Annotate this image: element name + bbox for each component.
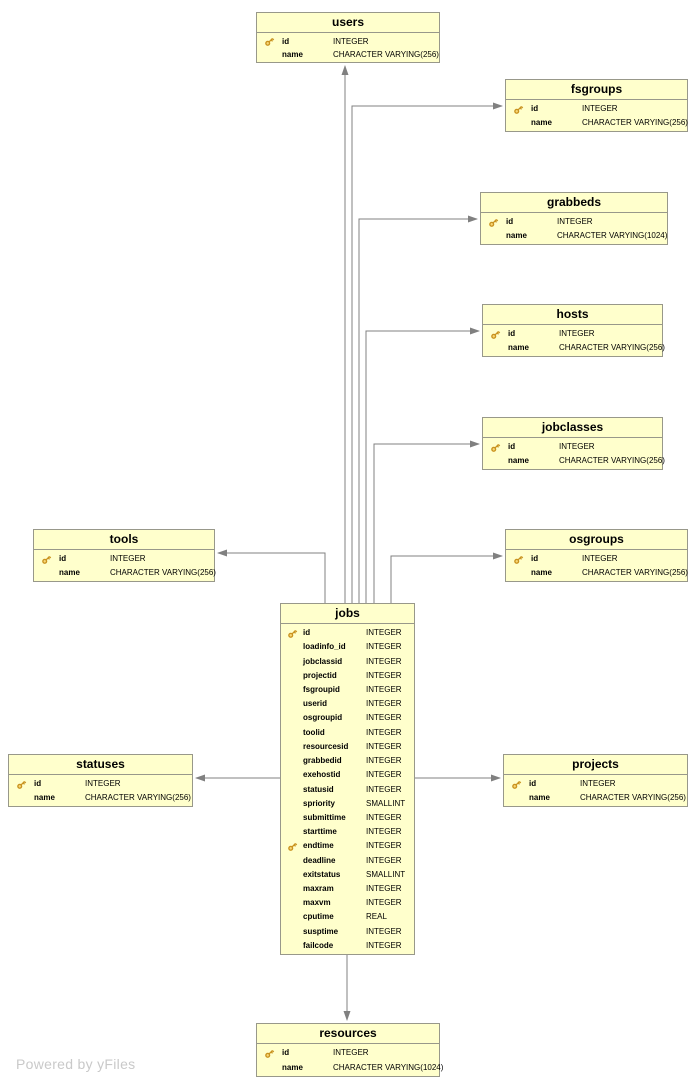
empty-key-cell [281,812,303,823]
empty-key-cell [281,884,303,895]
empty-key-cell [506,118,531,129]
primary-key-icon [513,104,524,115]
column-name: fsgroupid [303,684,340,694]
empty-key-cell [281,855,303,866]
column-row-jobs-loadinfo_id [281,640,414,654]
entity-title-users: users [257,13,439,33]
column-row-projects-id [504,777,687,791]
empty-key-cell [281,912,303,923]
column-type: INTEGER [366,642,402,652]
column-row-jobs-resourcesid [281,740,414,754]
column-row-hosts-name [483,341,665,355]
column-name: failcode [303,940,334,950]
column-type: INTEGER [366,812,402,822]
column-type: INTEGER [366,628,402,638]
column-row-jobs-endtime [281,839,414,853]
entity-table-jobclasses[interactable] [482,417,663,470]
column-name: toolid [303,727,325,737]
column-row-osgroups-id [506,552,687,566]
empty-key-cell [281,756,303,767]
column-row-tools-name [34,566,214,580]
column-name: statusid [303,784,334,794]
column-row-hosts-id [483,327,662,341]
column-row-tools-id [34,552,214,566]
entity-columns-list [506,550,687,581]
column-name: name [282,1062,303,1072]
column-row-jobs-userid [281,697,414,711]
column-type: REAL [366,912,387,922]
column-row-jobs-fsgroupid [281,683,414,697]
column-type: INTEGER [366,884,402,894]
entity-columns-list [257,1044,444,1076]
column-type: INTEGER [580,779,616,788]
entity-table-projects[interactable] [503,754,688,807]
entity-title-tools: tools [34,530,214,550]
empty-key-cell [281,741,303,752]
primary-key-icon [16,779,27,790]
column-name: endtime [303,841,334,851]
entity-table-fsgroups[interactable] [505,79,688,132]
primary-key-cell [481,217,506,228]
column-row-jobs-susptime [281,925,414,939]
column-type: INTEGER [110,554,146,563]
column-row-jobs-projectid [281,669,414,683]
primary-key-icon [264,1048,275,1059]
column-type: INTEGER [559,329,595,338]
column-name: deadline [303,855,336,865]
column-name: id [529,779,537,788]
column-row-statuses-name [9,791,192,805]
column-type: SMALLINT [366,869,406,879]
primary-key-icon [511,779,522,790]
column-name: name [508,456,529,465]
entity-columns-list [281,624,414,954]
column-row-jobs-statusid [281,782,414,796]
column-type: INTEGER [582,104,618,113]
empty-key-cell [281,727,303,738]
primary-key-icon [287,628,298,639]
primary-key-cell [483,442,508,453]
column-row-jobs-cputime [281,910,414,924]
primary-key-cell [34,554,59,565]
column-row-jobclasses-name [483,454,665,468]
empty-key-cell [281,784,303,795]
column-row-jobs-osgroupid [281,711,414,725]
column-type: INTEGER [366,670,402,680]
column-row-jobs-grabbedid [281,754,414,768]
entity-columns-list [483,325,665,356]
column-type: INTEGER [366,741,402,751]
column-type: CHARACTER VARYING(256) [110,568,216,577]
primary-key-cell [506,104,531,115]
entity-columns-list [257,33,439,62]
column-type: INTEGER [366,898,402,908]
column-row-statuses-id [9,777,192,791]
entity-title-jobclasses: jobclasses [483,418,662,438]
column-type: CHARACTER VARYING(256) [85,793,191,802]
empty-key-cell [9,793,34,804]
entity-columns-list [504,775,687,806]
entity-columns-list [483,438,665,469]
column-type: CHARACTER VARYING(256) [559,343,665,352]
primary-key-cell [281,628,303,639]
column-type: CHARACTER VARYING(256) [582,568,688,577]
column-name: jobclassid [303,656,343,666]
primary-key-cell [506,554,531,565]
entity-table-grabbeds[interactable] [480,192,668,245]
column-row-jobs-failcode [281,939,414,953]
column-name: cputime [303,912,334,922]
empty-key-cell [281,869,303,880]
column-name: id [282,36,290,46]
relation-edge-jobs-to-jobclasses [374,444,479,603]
column-type: SMALLINT [366,798,406,808]
entity-title-osgroups: osgroups [506,530,687,550]
column-type: INTEGER [366,827,402,837]
empty-key-cell [281,642,303,653]
column-name: loadinfo_id [303,642,346,652]
column-name: id [303,628,311,638]
entity-table-osgroups[interactable] [505,529,688,582]
empty-key-cell [281,713,303,724]
entity-title-fsgroups: fsgroups [506,80,687,100]
entity-table-resources[interactable] [256,1023,444,1077]
column-name: name [506,231,527,240]
column-name: starttime [303,827,337,837]
column-row-jobs-exitstatus [281,868,414,882]
column-type: INTEGER [559,442,595,451]
column-type: INTEGER [366,713,402,723]
empty-key-cell [257,1062,282,1073]
entity-title-jobs: jobs [281,604,414,624]
column-name: susptime [303,926,339,936]
column-row-fsgroups-id [506,102,687,116]
entity-table-statuses[interactable] [8,754,193,807]
empty-key-cell [281,926,303,937]
column-name: spriority [303,798,336,808]
primary-key-icon [488,217,499,228]
relation-edge-jobs-to-hosts [366,331,479,603]
column-name: name [529,793,550,802]
column-name: id [282,1048,290,1058]
entity-columns-list [9,775,192,806]
column-row-projects-name [504,791,687,805]
column-type: INTEGER [333,1048,369,1058]
column-name: exehostid [303,770,341,780]
column-name: projectid [303,670,337,680]
column-type: INTEGER [333,36,369,46]
column-type: INTEGER [582,554,618,563]
column-row-jobs-maxram [281,882,414,896]
column-row-fsgroups-name [506,116,687,130]
column-name: userid [303,699,328,709]
column-name: id [59,554,67,563]
column-row-grabbeds-id [481,215,667,229]
column-name: grabbedid [303,756,342,766]
column-type: INTEGER [366,784,402,794]
column-name: name [282,49,303,59]
column-name: id [508,442,516,451]
column-row-jobs-jobclassid [281,654,414,668]
empty-key-cell [281,898,303,909]
entity-table-hosts[interactable] [482,304,663,357]
relation-edge-jobs-to-grabbeds [359,219,477,603]
column-type: INTEGER [85,779,121,788]
column-name: submittime [303,812,346,822]
column-name: id [531,554,539,563]
primary-key-icon [41,554,52,565]
primary-key-cell [257,1048,282,1059]
entity-table-jobs[interactable] [280,603,415,955]
primary-key-cell [281,841,303,852]
column-row-users-id [257,35,439,48]
column-row-jobs-maxvm [281,896,414,910]
entity-title-statuses: statuses [9,755,192,775]
primary-key-cell [504,779,529,790]
entity-title-hosts: hosts [483,305,662,325]
entity-columns-list [506,100,687,131]
empty-key-cell [34,568,59,579]
column-type: INTEGER [557,217,593,226]
empty-key-cell [281,940,303,951]
empty-key-cell [281,670,303,681]
entity-title-projects: projects [504,755,687,775]
empty-key-cell [281,684,303,695]
column-row-jobs-exehostid [281,768,414,782]
column-name: name [508,343,529,352]
empty-key-cell [483,456,508,467]
entity-columns-list [34,550,214,581]
column-name: id [506,217,514,226]
entity-title-grabbeds: grabbeds [481,193,667,213]
column-type: INTEGER [366,656,402,666]
column-name: id [531,104,539,113]
column-type: CHARACTER VARYING(1024) [557,231,668,240]
column-name: exitstatus [303,869,341,879]
column-name: osgroupid [303,713,343,723]
primary-key-icon [513,554,524,565]
primary-key-icon [287,841,298,852]
empty-key-cell [281,656,303,667]
relation-edge-jobs-to-tools [218,553,325,603]
column-name: name [531,118,552,127]
empty-key-cell [281,827,303,838]
column-name: maxram [303,884,334,894]
column-row-jobs-deadline [281,854,414,868]
column-name: name [59,568,80,577]
column-name: name [531,568,552,577]
relation-edge-jobs-to-osgroups [391,556,502,603]
column-type: INTEGER [366,841,402,851]
column-row-jobs-id [281,626,414,640]
empty-key-cell [504,793,529,804]
column-row-osgroups-name [506,566,687,580]
yfiles-watermark: Powered by yFiles [16,1056,136,1072]
entity-columns-list [481,213,667,244]
primary-key-cell [257,36,282,47]
column-name: id [508,329,516,338]
column-row-users-name [257,48,439,61]
column-type: CHARACTER VARYING(256) [580,793,686,802]
column-row-jobs-starttime [281,825,414,839]
empty-key-cell [281,699,303,710]
column-name: name [34,793,55,802]
column-row-jobs-toolid [281,726,414,740]
empty-key-cell [483,343,508,354]
column-type: INTEGER [366,855,402,865]
column-type: INTEGER [366,940,402,950]
primary-key-icon [264,36,275,47]
column-type: INTEGER [366,727,402,737]
column-name: id [34,779,42,788]
column-row-grabbeds-name [481,229,667,243]
empty-key-cell [257,49,282,60]
empty-key-cell [281,770,303,781]
column-type: INTEGER [366,756,402,766]
column-type: INTEGER [366,770,402,780]
primary-key-icon [490,329,501,340]
column-type: INTEGER [366,684,402,694]
primary-key-cell [483,329,508,340]
column-row-jobclasses-id [483,440,662,454]
column-row-jobs-submittime [281,811,414,825]
primary-key-cell [9,779,34,790]
empty-key-cell [281,798,303,809]
primary-key-icon [490,442,501,453]
entity-table-tools[interactable] [33,529,215,582]
entity-table-users[interactable] [256,12,440,63]
column-type: CHARACTER VARYING(256) [582,118,688,127]
empty-key-cell [481,231,506,242]
entity-title-resources: resources [257,1024,439,1044]
column-row-resources-id [257,1046,439,1061]
column-type: CHARACTER VARYING(256) [333,49,439,59]
column-type: INTEGER [366,926,402,936]
column-name: resourcesid [303,741,349,751]
column-row-resources-name [257,1061,444,1076]
column-type: CHARACTER VARYING(256) [559,456,665,465]
column-name: maxvm [303,898,331,908]
column-type: INTEGER [366,699,402,709]
empty-key-cell [506,568,531,579]
column-type: CHARACTER VARYING(1024) [333,1062,444,1072]
column-row-jobs-spriority [281,797,414,811]
